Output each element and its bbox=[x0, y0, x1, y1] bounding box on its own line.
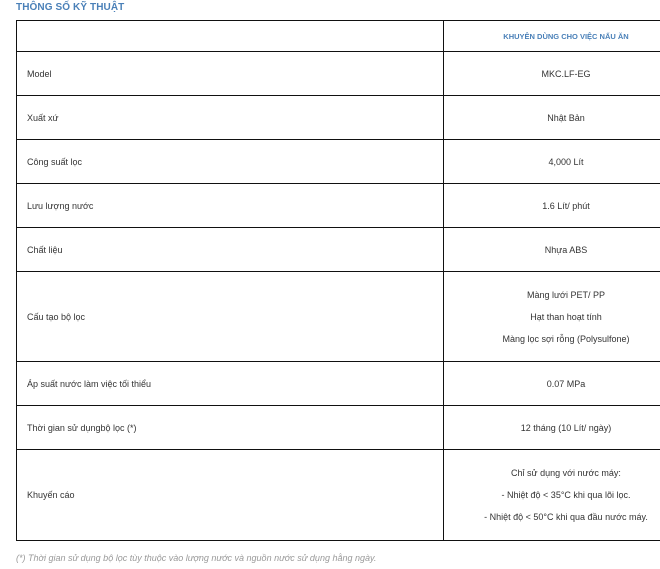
row-label: Chất liệu bbox=[17, 228, 444, 272]
row-label: Thời gian sử dụngbộ lọc (*) bbox=[17, 406, 444, 450]
value-line: - Nhiệt độ < 35°C khi qua lõi lọc. bbox=[501, 490, 631, 500]
row-value: MKC.LF-EG bbox=[444, 52, 660, 96]
value-line: - Nhiệt độ < 50°C khi qua đầu nước máy. bbox=[484, 512, 648, 522]
row-value: 0.07 MPa bbox=[444, 362, 660, 406]
row-value bbox=[444, 272, 660, 362]
row-label: Khuyến cáo bbox=[17, 450, 444, 541]
value-line: Hạt than hoạt tính bbox=[530, 311, 602, 322]
row-value: 12 tháng (10 Lít/ ngày) bbox=[444, 406, 660, 450]
footnote: (*) Thời gian sử dụng bộ lọc tùy thuộc vào lượng nước và nguồn nước sử dụng hằng ngày. bbox=[16, 553, 377, 563]
value-line: Màng lưới PET/ PP bbox=[527, 289, 605, 300]
table-row-flow-rate bbox=[17, 184, 660, 228]
table-row-material bbox=[17, 228, 660, 272]
row-label: Áp suất nước làm việc tối thiểu bbox=[17, 362, 444, 406]
row-label: Công suất lọc bbox=[17, 140, 444, 184]
table-row-recommendation bbox=[17, 450, 660, 541]
table-row-capacity bbox=[17, 140, 660, 184]
table-header-row bbox=[17, 21, 660, 52]
table-row-origin bbox=[17, 96, 660, 140]
row-label: Xuất xứ bbox=[17, 96, 444, 140]
table-row-model bbox=[17, 52, 660, 96]
table-row-filter-structure bbox=[17, 272, 660, 362]
section-title: THÔNG SỐ KỸ THUẬT bbox=[16, 2, 125, 13]
row-label: Lưu lượng nước bbox=[17, 184, 444, 228]
column-title: KHUYÊN DÙNG CHO VIỆC NẤU ĂN bbox=[444, 21, 660, 52]
spec-table bbox=[16, 20, 660, 541]
value-line: Màng lọc sợi rỗng (Polysulfone) bbox=[502, 333, 630, 344]
table-row-filter-lifetime bbox=[17, 406, 660, 450]
row-label: Model bbox=[17, 52, 444, 96]
value-line: Chỉ sử dụng với nước máy: bbox=[511, 468, 621, 478]
table-row-min-pressure bbox=[17, 362, 660, 406]
row-value: Nhựa ABS bbox=[444, 228, 660, 272]
row-value: 1.6 Lít/ phút bbox=[444, 184, 660, 228]
header-empty-cell bbox=[17, 21, 444, 52]
row-value bbox=[444, 450, 660, 541]
row-value: Nhật Bản bbox=[444, 96, 660, 140]
row-value: 4,000 Lít bbox=[444, 140, 660, 184]
row-label: Cấu tạo bộ lọc bbox=[17, 272, 444, 362]
